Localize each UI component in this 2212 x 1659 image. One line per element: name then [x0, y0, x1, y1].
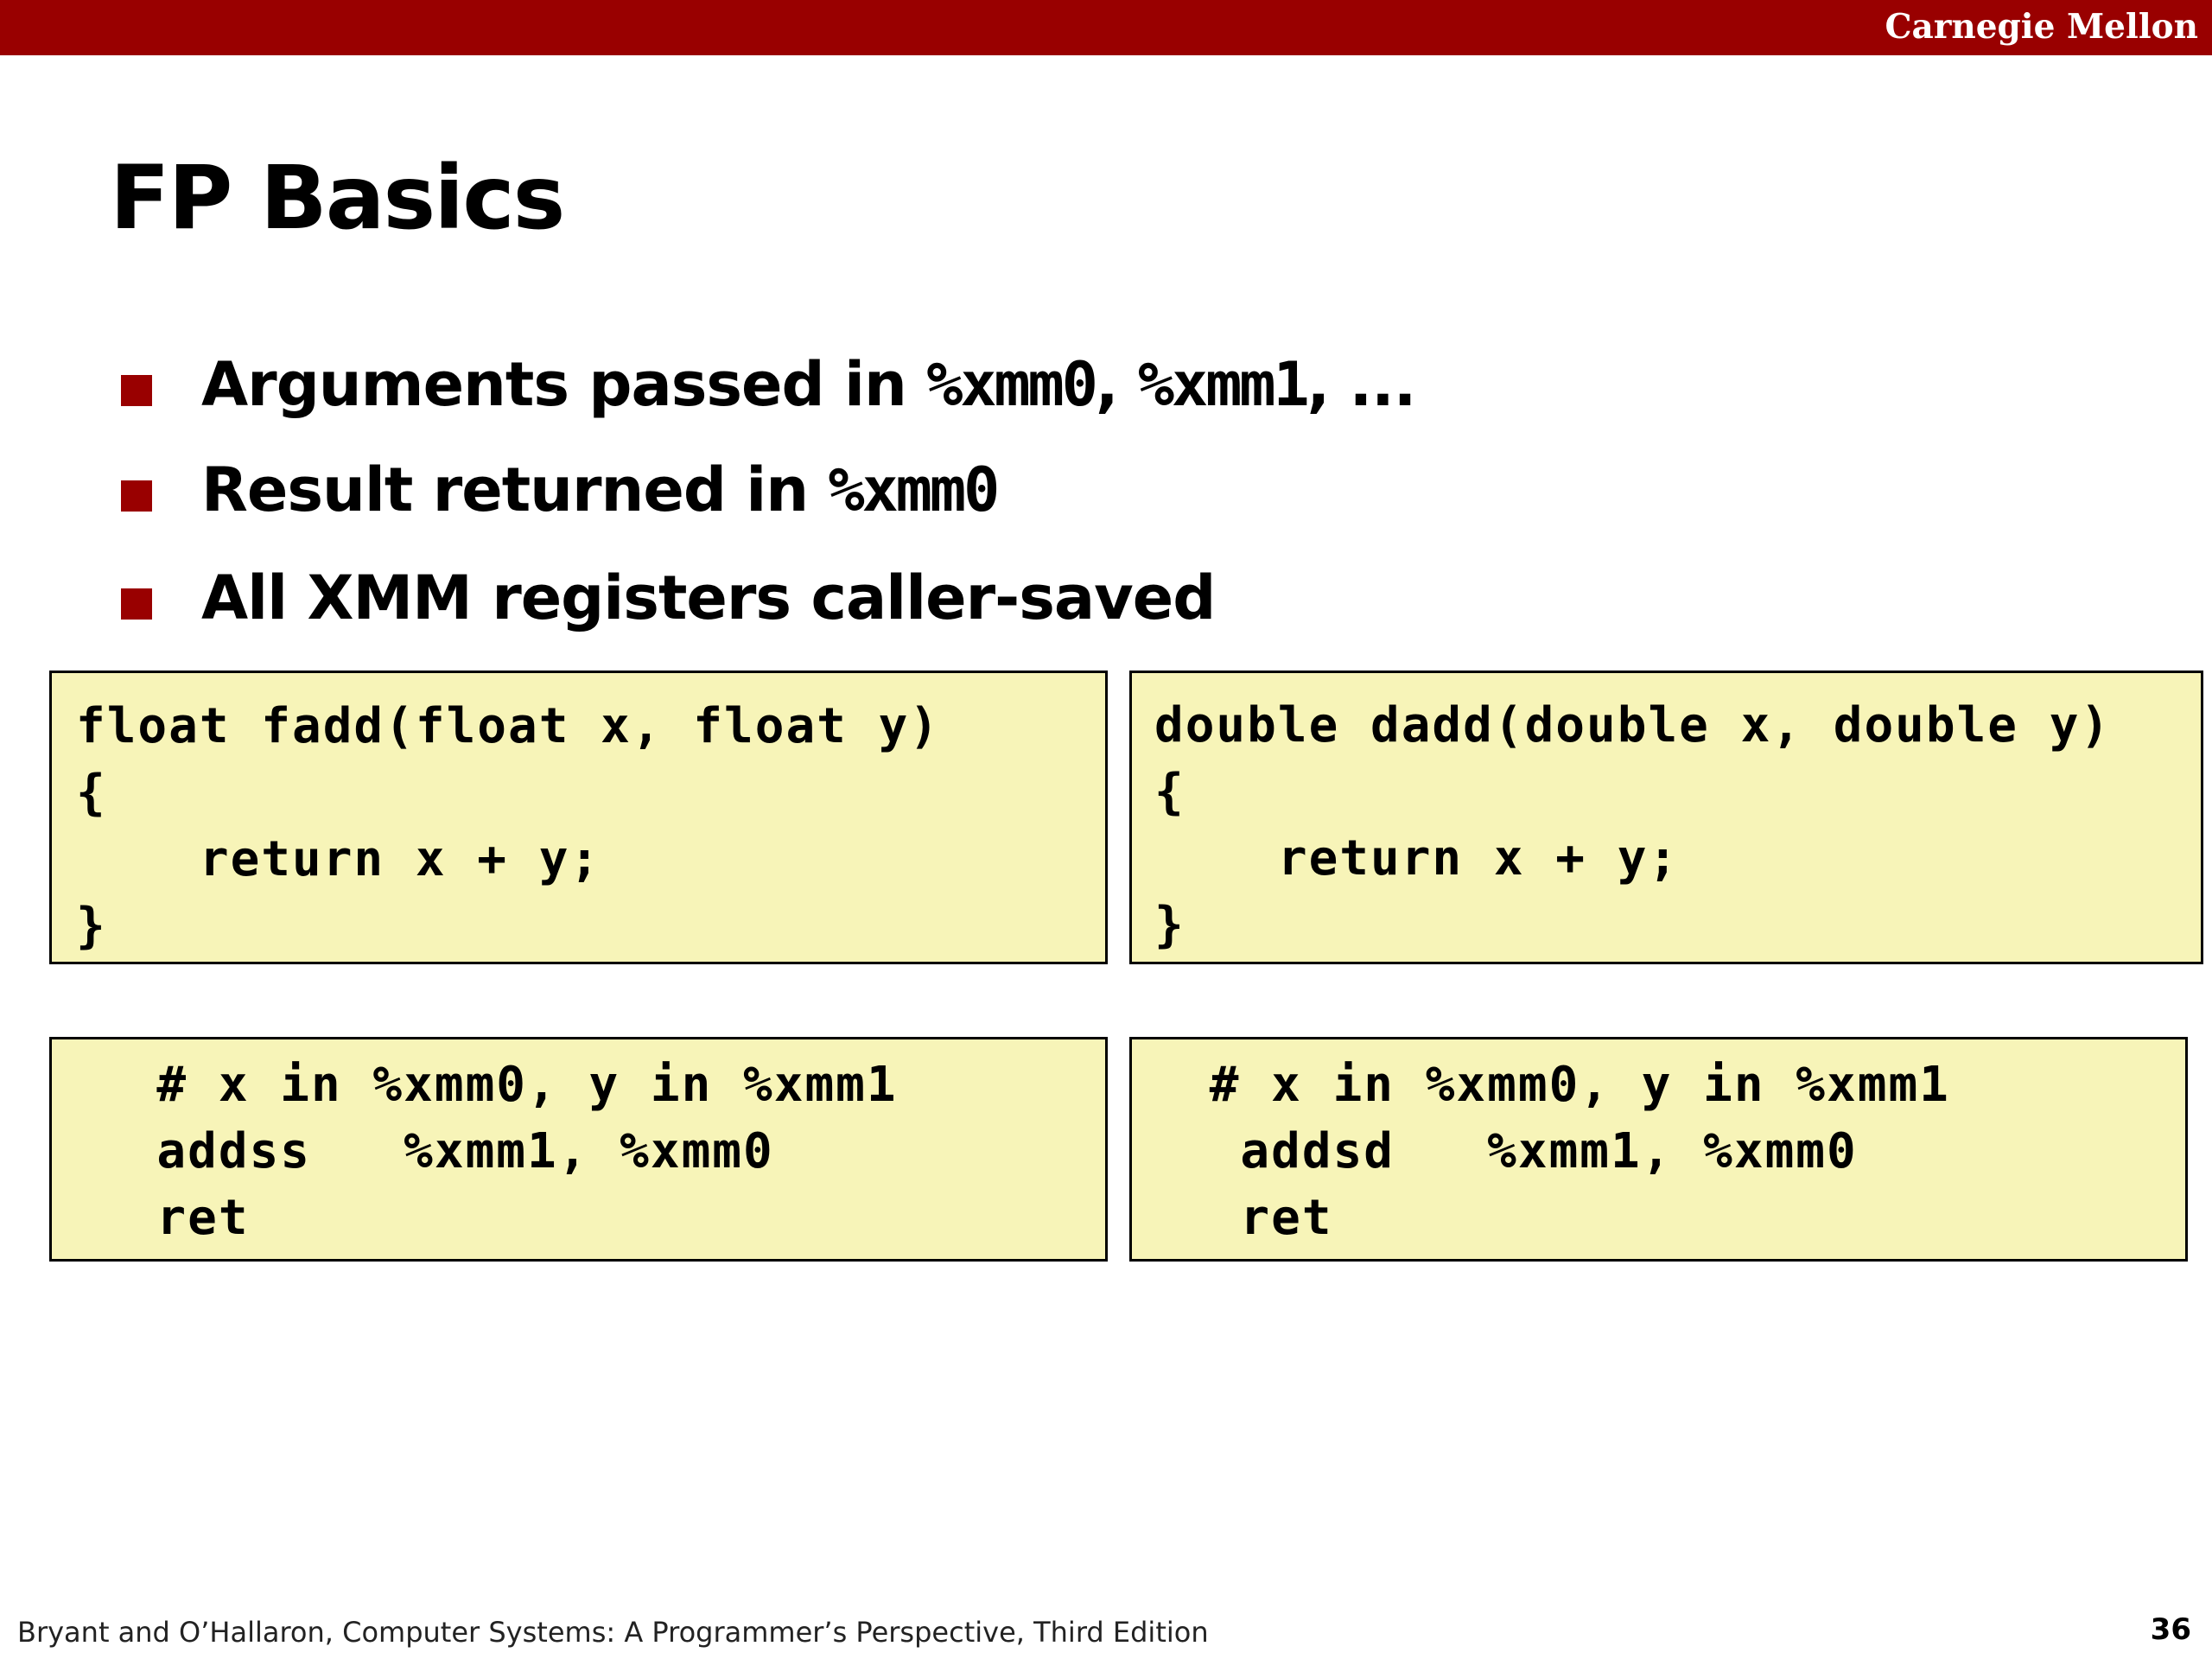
asm-code-double: # x in %xmm0, y in %xmm1 addsd %xmm1, %xmm0 ret — [1209, 1057, 1950, 1246]
bullet-text-pre: Result returned in — [201, 454, 829, 525]
register-code: %xmm0 — [926, 349, 1096, 420]
register-code: %xmm1 — [1137, 349, 1307, 420]
c-code-float: float fadd(float x, float y) { return x + y; } — [76, 698, 941, 954]
asm-code-float: # x in %xmm0, y in %xmm1 addss %xmm1, %xmm0 ret — [156, 1057, 898, 1246]
c-code-double-box — [1129, 671, 2203, 964]
header-bar — [0, 0, 2212, 55]
bullet-square-icon — [121, 480, 152, 512]
bullet-text-post: , ... — [1306, 349, 1416, 420]
bullet-text-pre: All XMM registers caller-saved — [201, 563, 1216, 633]
asm-code-float-box — [49, 1037, 1108, 1262]
bullet-text — [201, 559, 1215, 637]
org-name: Carnegie Mellon — [1885, 7, 2198, 47]
bullet-text — [201, 451, 997, 529]
footer-citation: Bryant and O’Hallaron, Computer Systems: A Programmer’s Perspective, Third Edition — [17, 1616, 1209, 1649]
c-code-double: double dadd(double x, double y) { return x + y; } — [1154, 697, 2112, 953]
bullet-text-pre: Arguments passed in — [201, 349, 927, 420]
page-number: 36 — [2150, 1612, 2191, 1647]
register-code: %xmm0 — [828, 454, 998, 525]
bullet-square-icon — [121, 588, 152, 620]
bullet-square-icon — [121, 375, 152, 406]
bullet-text-mid: , — [1095, 349, 1138, 420]
bullet-text — [201, 346, 1415, 423]
slide-title: FP Basics — [110, 147, 564, 250]
asm-code-double-box — [1129, 1037, 2188, 1262]
c-code-float-box — [49, 671, 1108, 964]
